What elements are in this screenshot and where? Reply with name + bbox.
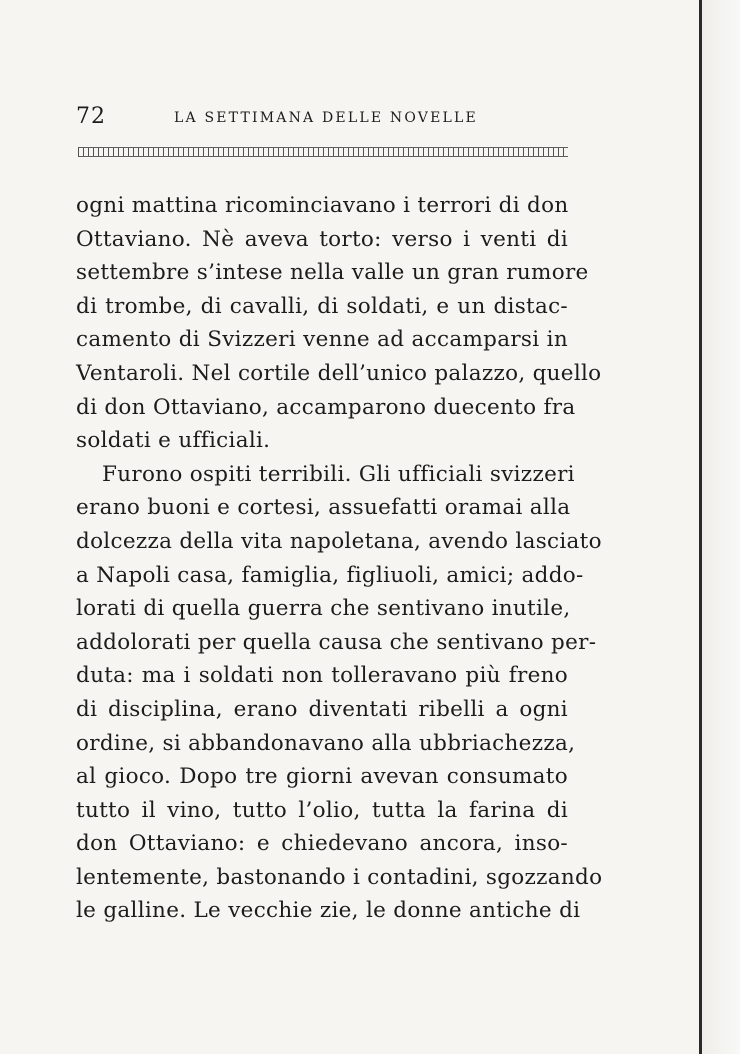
text-line: erano buoni e cortesi, assuefatti oramai alla [76, 495, 571, 521]
text-line: Ventaroli. Nel cortile dell’unico palazzo, quello [76, 360, 602, 386]
text-line: duta: ma i soldati non tolleravano più freno [76, 663, 568, 689]
text-line: di don Ottaviano, accamparono duecento fra [76, 394, 576, 420]
text-line: di trombe, di cavalli, di soldati, e un distac- [76, 293, 568, 319]
text-line: le galline. Le vecchie zie, le donne antiche di [76, 898, 581, 924]
ornamental-rule [78, 147, 568, 157]
text-line: don Ottaviano: e chiedevano ancora, inso- [76, 831, 568, 857]
text-line: ordine, si abbandonavano alla ubbriachezza, [76, 730, 576, 756]
text-line: tutto il vino, tutto l’olio, tutta la farina di [76, 797, 568, 823]
text-line: dolcezza della vita napoletana, avendo lasciato [76, 528, 602, 554]
text-line: ogni mattina ricominciavano i terrori di don [76, 193, 569, 218]
text-line: a Napoli casa, famiglia, figliuoli, amici; addo- [76, 562, 584, 588]
body-text [76, 189, 603, 928]
text-line: soldati e ufficiali. [76, 428, 271, 454]
page-number: 72 [76, 104, 106, 129]
page-header [76, 104, 572, 132]
text-line: addolorati per quella causa che sentivano per- [76, 629, 597, 655]
text-line: al gioco. Dopo tre giorni avevan consumato [76, 764, 568, 790]
text-line: Ottaviano. Nè aveva torto: verso i venti di [76, 226, 568, 252]
text-line: di disciplina, erano diventati ribelli a ogni [76, 696, 568, 722]
text-line: lorati di quella guerra che sentivano inutile, [76, 596, 571, 622]
text-line: settembre s’intese nella valle un gran rumore [76, 260, 589, 286]
page-edge-shadow [702, 0, 740, 1054]
text-line: camento di Svizzeri venne ad accamparsi in [76, 327, 568, 353]
text-line: lentemente, bastonando i contadini, sgozzando [76, 864, 603, 890]
text-line: Furono ospiti terribili. Gli ufficiali svizzeri [102, 461, 575, 487]
running-head: LA SETTIMANA DELLE NOVELLE [174, 110, 478, 126]
page-edge [699, 0, 702, 1054]
